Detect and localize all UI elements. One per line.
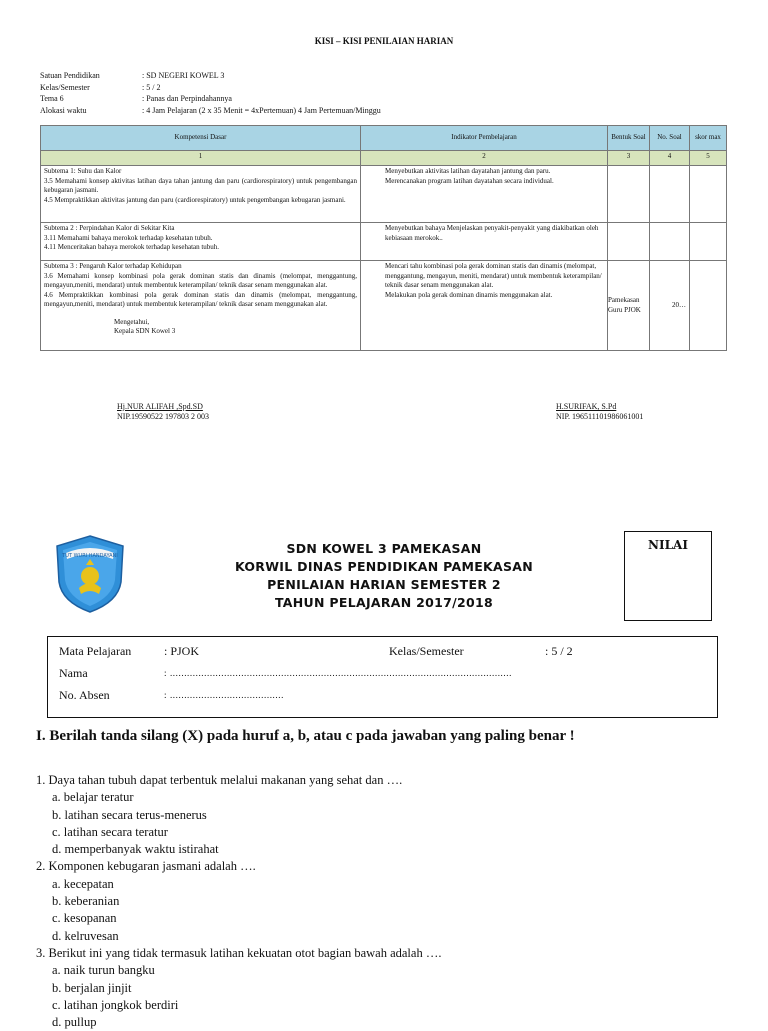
indikator-cell [361, 223, 608, 261]
header-bentuk-soal: Bentuk Soal [608, 126, 650, 151]
mapel-label: Mata Pelajaran [59, 644, 132, 658]
identity-block [40, 70, 381, 116]
answer-option[interactable]: b. berjalan jinjit [52, 980, 132, 995]
logo-text: TUT WURI HANDAYANI [62, 553, 118, 559]
overlay-kepala: Kepala SDN Kowel 3 [114, 327, 176, 335]
question: 2. Komponen kebugaran jasmani adalah …. [36, 859, 256, 874]
absen-label: No. Absen [59, 688, 110, 702]
no-cell [650, 223, 690, 261]
skor-cell [690, 223, 727, 261]
header-no-soal: No. Soal [650, 126, 690, 151]
kd-line: 3.6 Memahami konsep kombinasi pola gerak dominan statis dan dinamis (melompat, menggantung, mengayun,meniti, mendarat) untuk membentuk keterampilan/ teknik dasar senam menggunakan alat. [44, 271, 357, 290]
identity-key: Kelas/Semester [40, 82, 90, 92]
signature-left [117, 402, 209, 422]
kd-line: 4.11 Menceritakan bahaya merokok terhadap kesehatan tubuh. [44, 243, 220, 252]
korwil-name: KORWIL DINAS PENDIDIKAN PAMEKASAN [234, 559, 534, 574]
kd-line: 4.5 Mempraktikkan aktivitas jantung dan paru (cardiorespiratory) untuk pengembangan kebugaran jasmani. [44, 195, 346, 204]
signer-nip: NIP.19590522 197803 2 003 [117, 412, 210, 421]
skor-cell [690, 261, 727, 351]
identity-key: Tema 6 [40, 94, 64, 103]
absen-field[interactable]: : ........................................ [164, 690, 284, 700]
identity-value: : 4 Jam Pelajaran (2 x 35 Menit = 4xPertemuan) 4 Jam Pertemuan/Minggu [142, 105, 381, 115]
kd-cell [41, 166, 361, 223]
overlay-mengetahui: Mengetahui, [114, 318, 150, 326]
question: 1. Daya tahan tubuh dapat terbentuk melalui makanan yang sehat dan …. [36, 773, 403, 787]
document-title: KISI – KISI PENILAIAN HARIAN [314, 36, 454, 46]
column-number: 3 [608, 151, 650, 166]
nama-field[interactable]: : ........................................................................................................................ [164, 668, 512, 678]
school-name: SDN KOWEL 3 PAMEKASAN [286, 541, 482, 556]
kd-line: Subtema 2 : Perpindahan Kalor di Sekitar Kita [44, 224, 175, 232]
header-skor-max: skor max [690, 126, 727, 151]
identity-row [40, 105, 381, 117]
kelas-label: Kelas/Semester [389, 644, 464, 658]
kd-cell [41, 261, 361, 351]
no-cell: 20… [650, 261, 690, 351]
indikator-cell [361, 261, 608, 351]
indikator-line: Merencanakan program latihan dayatahan secara individual. [385, 176, 554, 185]
kd-line: 4.6 Mempraktikkan kombinasi pola gerak dominan statis dan dinamis (melompat, menggantung, mengayun,meniti, mendarat) untuk membentuk keterampilan/ teknik dasar senam menggunakan alat. [44, 290, 357, 309]
bentuk-cell [608, 166, 650, 223]
column-number: 4 [650, 151, 690, 166]
question: 3. Berikut ini yang tidak termasuk latihan kekuatan otot bagian bawah adalah …. [36, 945, 442, 960]
signer-name: Hj.NUR ALIFAH ,Spd.SD [117, 402, 203, 411]
nilai-box [624, 531, 712, 621]
answer-option[interactable]: d. memperbanyak waktu istirahat [52, 842, 219, 857]
indikator-line: Mencari tahu kombinasi pola gerak dominan statis dan dinamis (melompat, menggantung, mengayun, meniti, mendarat) untuk membentuk keterampilan/ teknik dasar senam menggunakan alat. [385, 262, 602, 290]
skor-cell [690, 166, 727, 223]
kd-cell [41, 223, 361, 261]
kd-line: 3.11 Memahami bahaya merokok terhadap kesehatan tubuh. [44, 233, 213, 242]
identity-row [40, 70, 381, 82]
academic-year: TAHUN PELAJARAN 2017/2018 [274, 595, 494, 610]
answer-option[interactable]: c. latihan jongkok berdiri [52, 997, 179, 1012]
identity-value: : Panas dan Perpindahannya [142, 94, 232, 103]
answer-option[interactable]: b. latihan secara terus-menerus [52, 807, 207, 822]
signer-nip: NIP. 196511101986061001 [556, 412, 644, 421]
identity-value: : SD NEGERI KOWEL 3 [142, 71, 225, 80]
indikator-line: Menyebutkan aktivitas latihan dayatahan jantung dan paru. [385, 167, 551, 175]
answer-option[interactable]: d. kelruvesan [52, 928, 119, 943]
identity-key: Alokasi waktu [40, 105, 87, 115]
section-instruction: I. Berilah tanda silang (X) pada huruf a, b, atau c pada jawaban yang paling benar ! [36, 728, 575, 744]
bentuk-cell [608, 223, 650, 261]
signer-name: H.SURIFAK, S.Pd [556, 402, 617, 411]
indikator-line: Menyebutkan bahaya Menjelaskan penyakit-penyakit yang diakibatkan oleh kebiasaan merokok.. [385, 224, 599, 242]
mapel-value: : PJOK [164, 644, 200, 658]
answer-option[interactable]: a. belajar teratur [52, 790, 134, 805]
kd-line: 3.5 Memahami konsep aktivitas latihan daya tahan jantung dan paru (cardiorespiratory) untuk pengembangan kebugaran jasmani. [44, 176, 357, 195]
kelas-value: : 5 / 2 [545, 644, 573, 658]
indikator-cell [361, 166, 608, 223]
no-cell [650, 166, 690, 223]
header-kompetensi: Kompetensi Dasar [41, 126, 361, 151]
signature-right [556, 402, 643, 422]
table-row [41, 223, 727, 261]
column-number: 5 [690, 151, 727, 166]
identity-row [40, 93, 381, 105]
kisi-table [40, 125, 727, 351]
header-indikator: Indikator Pembelajaran [361, 126, 608, 151]
identity-value: : 5 / 2 [142, 82, 161, 92]
indikator-line: Melakukan pola gerak dominan dinamis menggunakan alat. [385, 290, 553, 299]
answer-option[interactable]: a. kecepatan [52, 876, 114, 891]
table-row [41, 261, 727, 351]
identity-row [40, 82, 381, 94]
identity-key: Satuan Pendidikan [40, 71, 100, 80]
answer-option[interactable]: c. kesopanan [52, 911, 117, 926]
signature-overlay [114, 318, 175, 336]
answer-option[interactable]: b. keberanian [52, 894, 120, 909]
answer-option[interactable]: d. pullup [52, 1015, 97, 1030]
kd-line: Subtema 1: Suhu dan Kalor [44, 167, 122, 175]
table-row [41, 166, 727, 223]
nama-label: Nama [59, 666, 88, 680]
kd-line: Subtema 3 : Pengaruh Kalor terhadap Kehidupan [44, 262, 182, 270]
exam-title: PENILAIAN HARIAN SEMESTER 2 [267, 577, 501, 592]
student-identity-box [47, 636, 718, 718]
answer-option[interactable]: a. naik turun bangku [52, 963, 155, 978]
answer-option[interactable]: c. latihan secara teratur [52, 824, 168, 839]
nilai-label: NILAI [648, 538, 688, 552]
column-number: 2 [361, 151, 608, 166]
question-list [36, 772, 441, 1031]
bentuk-cell: Pamekasan Guru PJOK [608, 261, 650, 351]
column-number: 1 [41, 151, 361, 166]
